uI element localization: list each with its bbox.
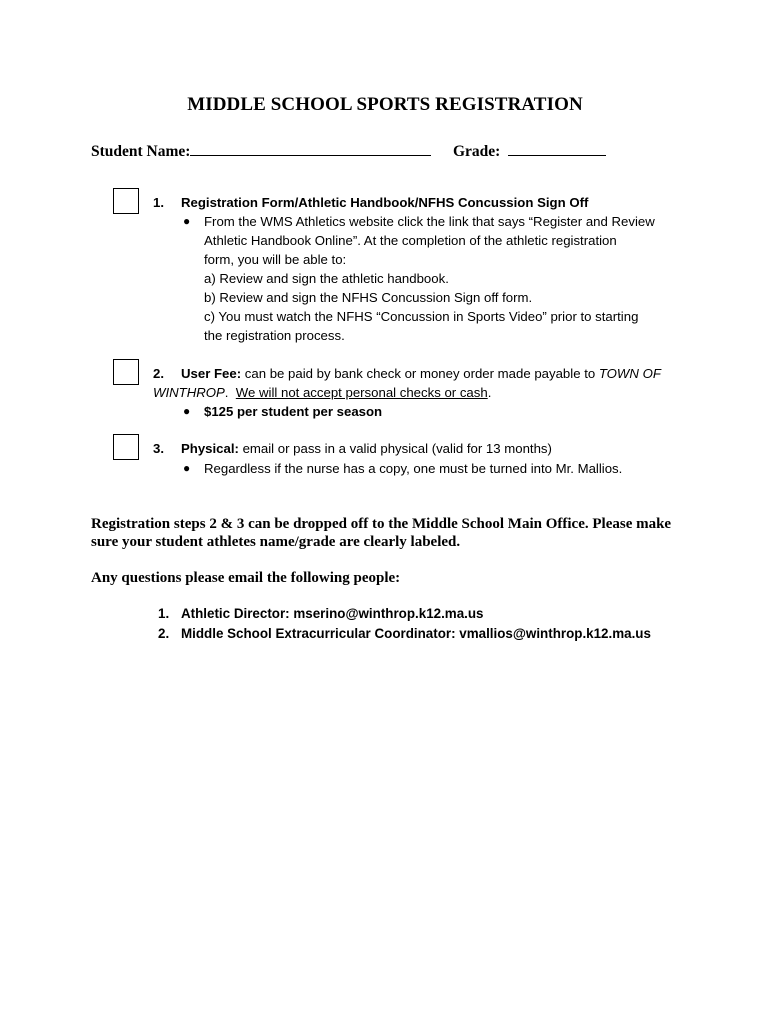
- step-3-text: email or pass in a valid physical (valid for 13 months): [238, 441, 552, 456]
- step-1-line: Athletic Handbook Online”. At the completion of the athletic registration: [204, 233, 617, 248]
- step-2-number: 2.: [153, 366, 164, 381]
- questions-heading: Any questions please email the following people:: [91, 570, 401, 586]
- grade-blank[interactable]: [508, 141, 606, 156]
- step-2-text: can be paid by bank check or money order made payable to: [241, 366, 599, 381]
- contact-list: [158, 604, 718, 644]
- step-2-warning: We will not accept personal checks or cash: [235, 385, 488, 400]
- step-2-payee-1: TOWN OF: [598, 366, 661, 381]
- step-2: [153, 364, 713, 402]
- dropoff-note: [91, 515, 711, 551]
- step-2-end: .: [487, 385, 492, 400]
- step-1-heading: Registration Form/Athletic Handbook/NFHS Concussion Sign Off: [181, 195, 589, 210]
- contact-athletic-director[interactable]: Athletic Director: mserino@winthrop.k12.ma.us: [181, 606, 484, 621]
- step-1: [153, 193, 713, 212]
- student-name-field[interactable]: [91, 141, 431, 161]
- step-3-bullet: [183, 459, 703, 478]
- step-1-line: form, you will be able to:: [204, 252, 347, 267]
- student-name-label: Student Name:: [91, 143, 191, 160]
- grade-field[interactable]: [453, 141, 606, 161]
- contact-item: [158, 624, 718, 644]
- bullet-dot: ●: [183, 214, 191, 228]
- step-1-line: c) You must watch the NFHS “Concussion in Sports Video” prior to starting: [204, 309, 639, 324]
- step-1-line: From the WMS Athletics website click the link that says “Register and Review: [204, 214, 655, 229]
- grade-label: Grade:: [453, 143, 501, 160]
- step-2-heading: User Fee:: [181, 366, 242, 381]
- step-2-checkbox[interactable]: [113, 359, 139, 385]
- step-2-payee-2: WINTHROP: [153, 385, 225, 400]
- contact-number: 1.: [158, 606, 170, 621]
- step-2-after-payee: .: [224, 385, 236, 400]
- step-1-line: a) Review and sign the athletic handbook.: [204, 271, 449, 286]
- contact-coordinator[interactable]: Middle School Extracurricular Coordinator: vmallios@winthrop.k12.ma.us: [181, 626, 651, 641]
- step-1-line: the registration process.: [204, 328, 345, 343]
- dropoff-line-2: sure your student athletes name/grade are clearly labeled.: [91, 534, 461, 550]
- page-title: MIDDLE SCHOOL SPORTS REGISTRATION: [187, 94, 583, 115]
- dropoff-line-1: Registration steps 2 & 3 can be dropped off to the Middle School Main Office. Please make: [91, 516, 672, 532]
- step-1-checkbox[interactable]: [113, 188, 139, 214]
- step-3-bullet-text: Regardless if the nurse has a copy, one must be turned into Mr. Mallios.: [204, 461, 623, 476]
- step-3-checkbox[interactable]: [113, 434, 139, 460]
- step-3: [153, 439, 713, 458]
- step-3-heading: Physical:: [181, 441, 239, 456]
- contact-item: [158, 604, 718, 624]
- step-2-bullet: [183, 402, 703, 421]
- fee-amount: $125 per student per season: [204, 404, 383, 419]
- student-name-blank[interactable]: [190, 141, 431, 156]
- contact-number: 2.: [158, 626, 170, 641]
- step-3-number: 3.: [153, 441, 164, 456]
- step-1-line: b) Review and sign the NFHS Concussion Sign off form.: [204, 290, 533, 305]
- step-1-bullet: [183, 212, 703, 345]
- bullet-dot: ●: [183, 404, 191, 418]
- bullet-dot: ●: [183, 461, 191, 475]
- step-1-number: 1.: [153, 195, 164, 210]
